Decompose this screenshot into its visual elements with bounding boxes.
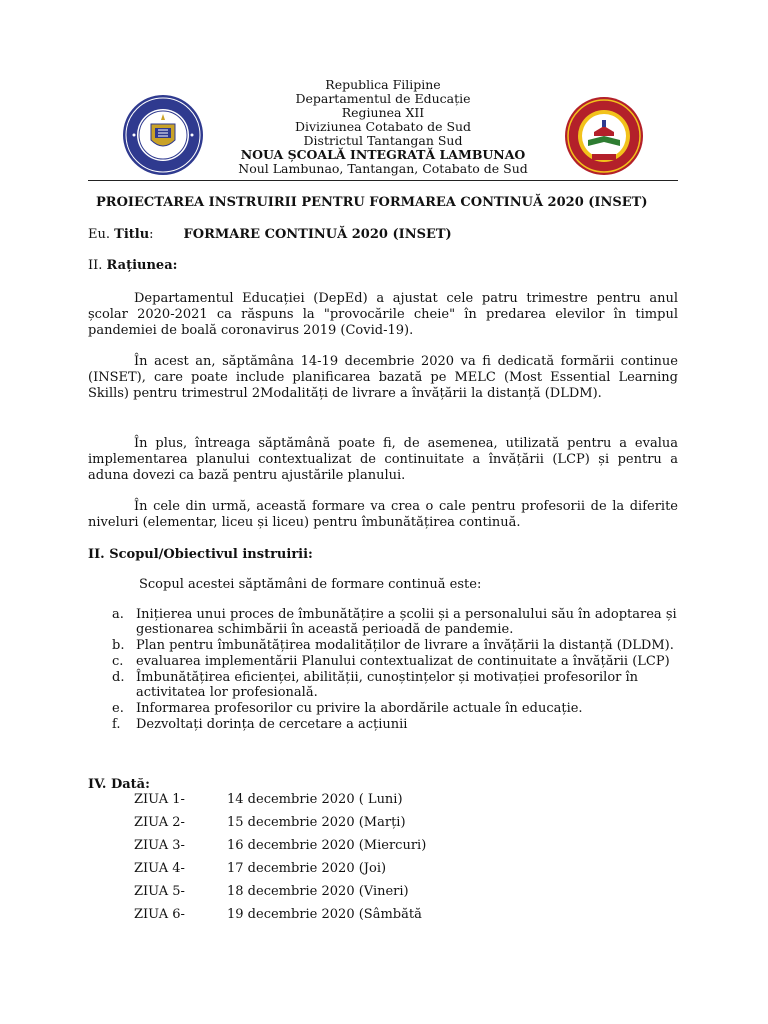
document-title: PROIECTAREA INSTRUIRII PENTRU FORMAREA CONTINUĂ 2020 (INSET) xyxy=(96,195,648,210)
list-item: d. Îmbunătățirea eficienței, abilității, cunoștințelor și motivației profesorilor în activitatea lor profesională. xyxy=(112,670,639,700)
section-objective-heading: II. Scopul/Obiectivul instruirii: xyxy=(88,547,313,562)
paragraph-3: În plus, întreaga săptămână poate fi, de asemenea, utilizată pentru a evalua implementarea planului contextualizat de continuitate a învățării (LCP) și pentru a aduna dovezi ca bază pentru ajustările planului. xyxy=(88,436,678,483)
header-country: Republica Filipine xyxy=(325,77,441,92)
header-divider xyxy=(88,180,678,181)
header-region: Regiunea XII xyxy=(341,105,425,120)
list-item: a. Inițierea unui proces de îmbunătățire a școlii și a personalului său în adoptarea și gestionarea schimbării în această perioadă de pandemie. xyxy=(112,607,677,637)
objectives-list xyxy=(112,607,678,733)
header-district: Districtul Tantangan Sud xyxy=(303,133,463,148)
section-rationale-number: II. xyxy=(88,258,103,273)
header-department: Departamentul de Educație xyxy=(295,91,471,106)
title-value: FORMARE CONTINUĂ 2020 (INSET) xyxy=(183,227,452,242)
section-dates-heading: IV. Dată: xyxy=(88,777,150,792)
list-item: e. Informarea profesorilor cu privire la abordările actuale în educație. xyxy=(112,701,583,716)
section-rationale-title: Rațiunea: xyxy=(106,258,178,273)
title-label: Titlu xyxy=(114,227,150,242)
title-line xyxy=(88,227,452,243)
paragraph-1: Departamentul Educației (DepEd) a ajustat cele patru trimestre pentru anul școlar 2020-2021 ca răspuns la "provocările cheie" în predarea elevilor în timpul pandemiei de boală coronavirus 2019 (Covid-19). xyxy=(88,291,678,338)
header-school-name: NOUA ȘCOALĂ INTEGRATĂ LAMBUNAO xyxy=(240,147,526,162)
header-address: Noul Lambunao, Tantangan, Cotabato de Sud xyxy=(238,161,528,176)
header-division: Diviziunea Cotabato de Sud xyxy=(294,119,472,134)
section-rationale-heading xyxy=(88,258,177,274)
title-prefix: Eu. xyxy=(88,227,110,242)
paragraph-4: În cele din urmă, această formare va crea o cale pentru profesorii de la diferite niveluri (elementar, liceu și liceu) pentru îmbunătățirea continuă. xyxy=(88,499,678,530)
paragraph-2: În acest an, săptămâna 14-19 decembrie 2020 va fi dedicată formării continue (INSET), care poate include planificarea bazată pe MELC (Most Essential Learning Skills) pentru trimestrul 2Modalități de livrare a învățării la distanță (DLDM). xyxy=(88,354,678,401)
list-item: c. evaluarea implementării Planului contextualizat de continuitate a învățării (LCP) xyxy=(112,654,670,669)
list-item: f. Dezvoltați dorința de cercetare a acțiunii xyxy=(112,717,408,732)
document-page: Republica Filipine Departamentul de Educație Regiunea XII Diviziunea Cotabato de Sud Districtul Tantangan Sud NOUA ȘCOALĂ INTEGRATĂ LAMBUNAO Noul Lambunao, Tantangan, Cotabato de Sud PROIECTAREA INSTRUIRII PENTRU FORMAREA CONTINUĂ 2020 (INSET) Eu. Titlu: FORMARE CONTINUĂ 2020 (INSET) II. Rațiunea: Departamentul Educației (DepEd) a ajustat cele patru trimestre pentru anul școlar 2020-2021 ca răspuns la "provocările cheie" în predarea elevilor în timpul pandemiei de boală coronavirus 2019 (Covid-19). În acest an, săptămâna 14-19 decembrie 2020 va fi dedicată formării continue (INSET), care poate include planificarea bazată pe MELC (Most Essential Learning Skills) pentru trimestrul 2Modalități de livrare a învățării la distanță (DLDM). În plus, întreaga săptămână poate fi, de asemenea, utilizată pentru a evalua implementarea planului contextualizat de continuitate a învățării (LCP) și pentru a aduna dovezi ca bază pentru ajustările planului. În cele din urmă, această formare va crea o cale pentru profesorii de la diferite niveluri (elementar, liceu și liceu) pentru îmbunătățirea continuă. II. Scopul/Obiectivul instruirii: Scopul acestei săptămâni de formare continuă este: a. Inițierea unui proces de îmbunătățire a școlii și a personalului său în adoptarea și gestionarea schimbării în această perioadă de pandemie. b. Plan pentru îmbunătățirea modalităților de livrare a învățării la distanță (DLDM). c. evaluarea implementării Planului contextualizat de continuitate a învățării (LCP) d. Îmbunătățirea eficienței, abilității, cunoștințelor și motivației profesorilor în activitatea lor profesională. e. Informarea profesorilor cu privire la abordările actuale în educație. f. Dezvoltați dorința de cercetare a acțiunii IV. Dată: ZIUA 1- 14 decembrie 2020 ( Luni) ZIUA 2- 15 decembrie 2020 (Marți) ZIUA 3- 16 decembrie 2020 (Miercuri) ZIUA 4- 17 decembrie 2020 (Joi) ZIUA 5- 18 decembrie 2020 (Vineri) ZIUA 6- 19 decembrie 2020 (Sâmbătă xyxy=(88,77,678,922)
list-item: b. Plan pentru îmbunătățirea modalităților de livrare a învățării la distanță (DLDM). xyxy=(112,638,674,653)
letterhead xyxy=(88,76,678,180)
letterhead-text xyxy=(88,78,678,176)
title-colon: : xyxy=(149,227,154,242)
objective-intro: Scopul acestei săptămâni de formare continuă este: xyxy=(139,577,482,592)
